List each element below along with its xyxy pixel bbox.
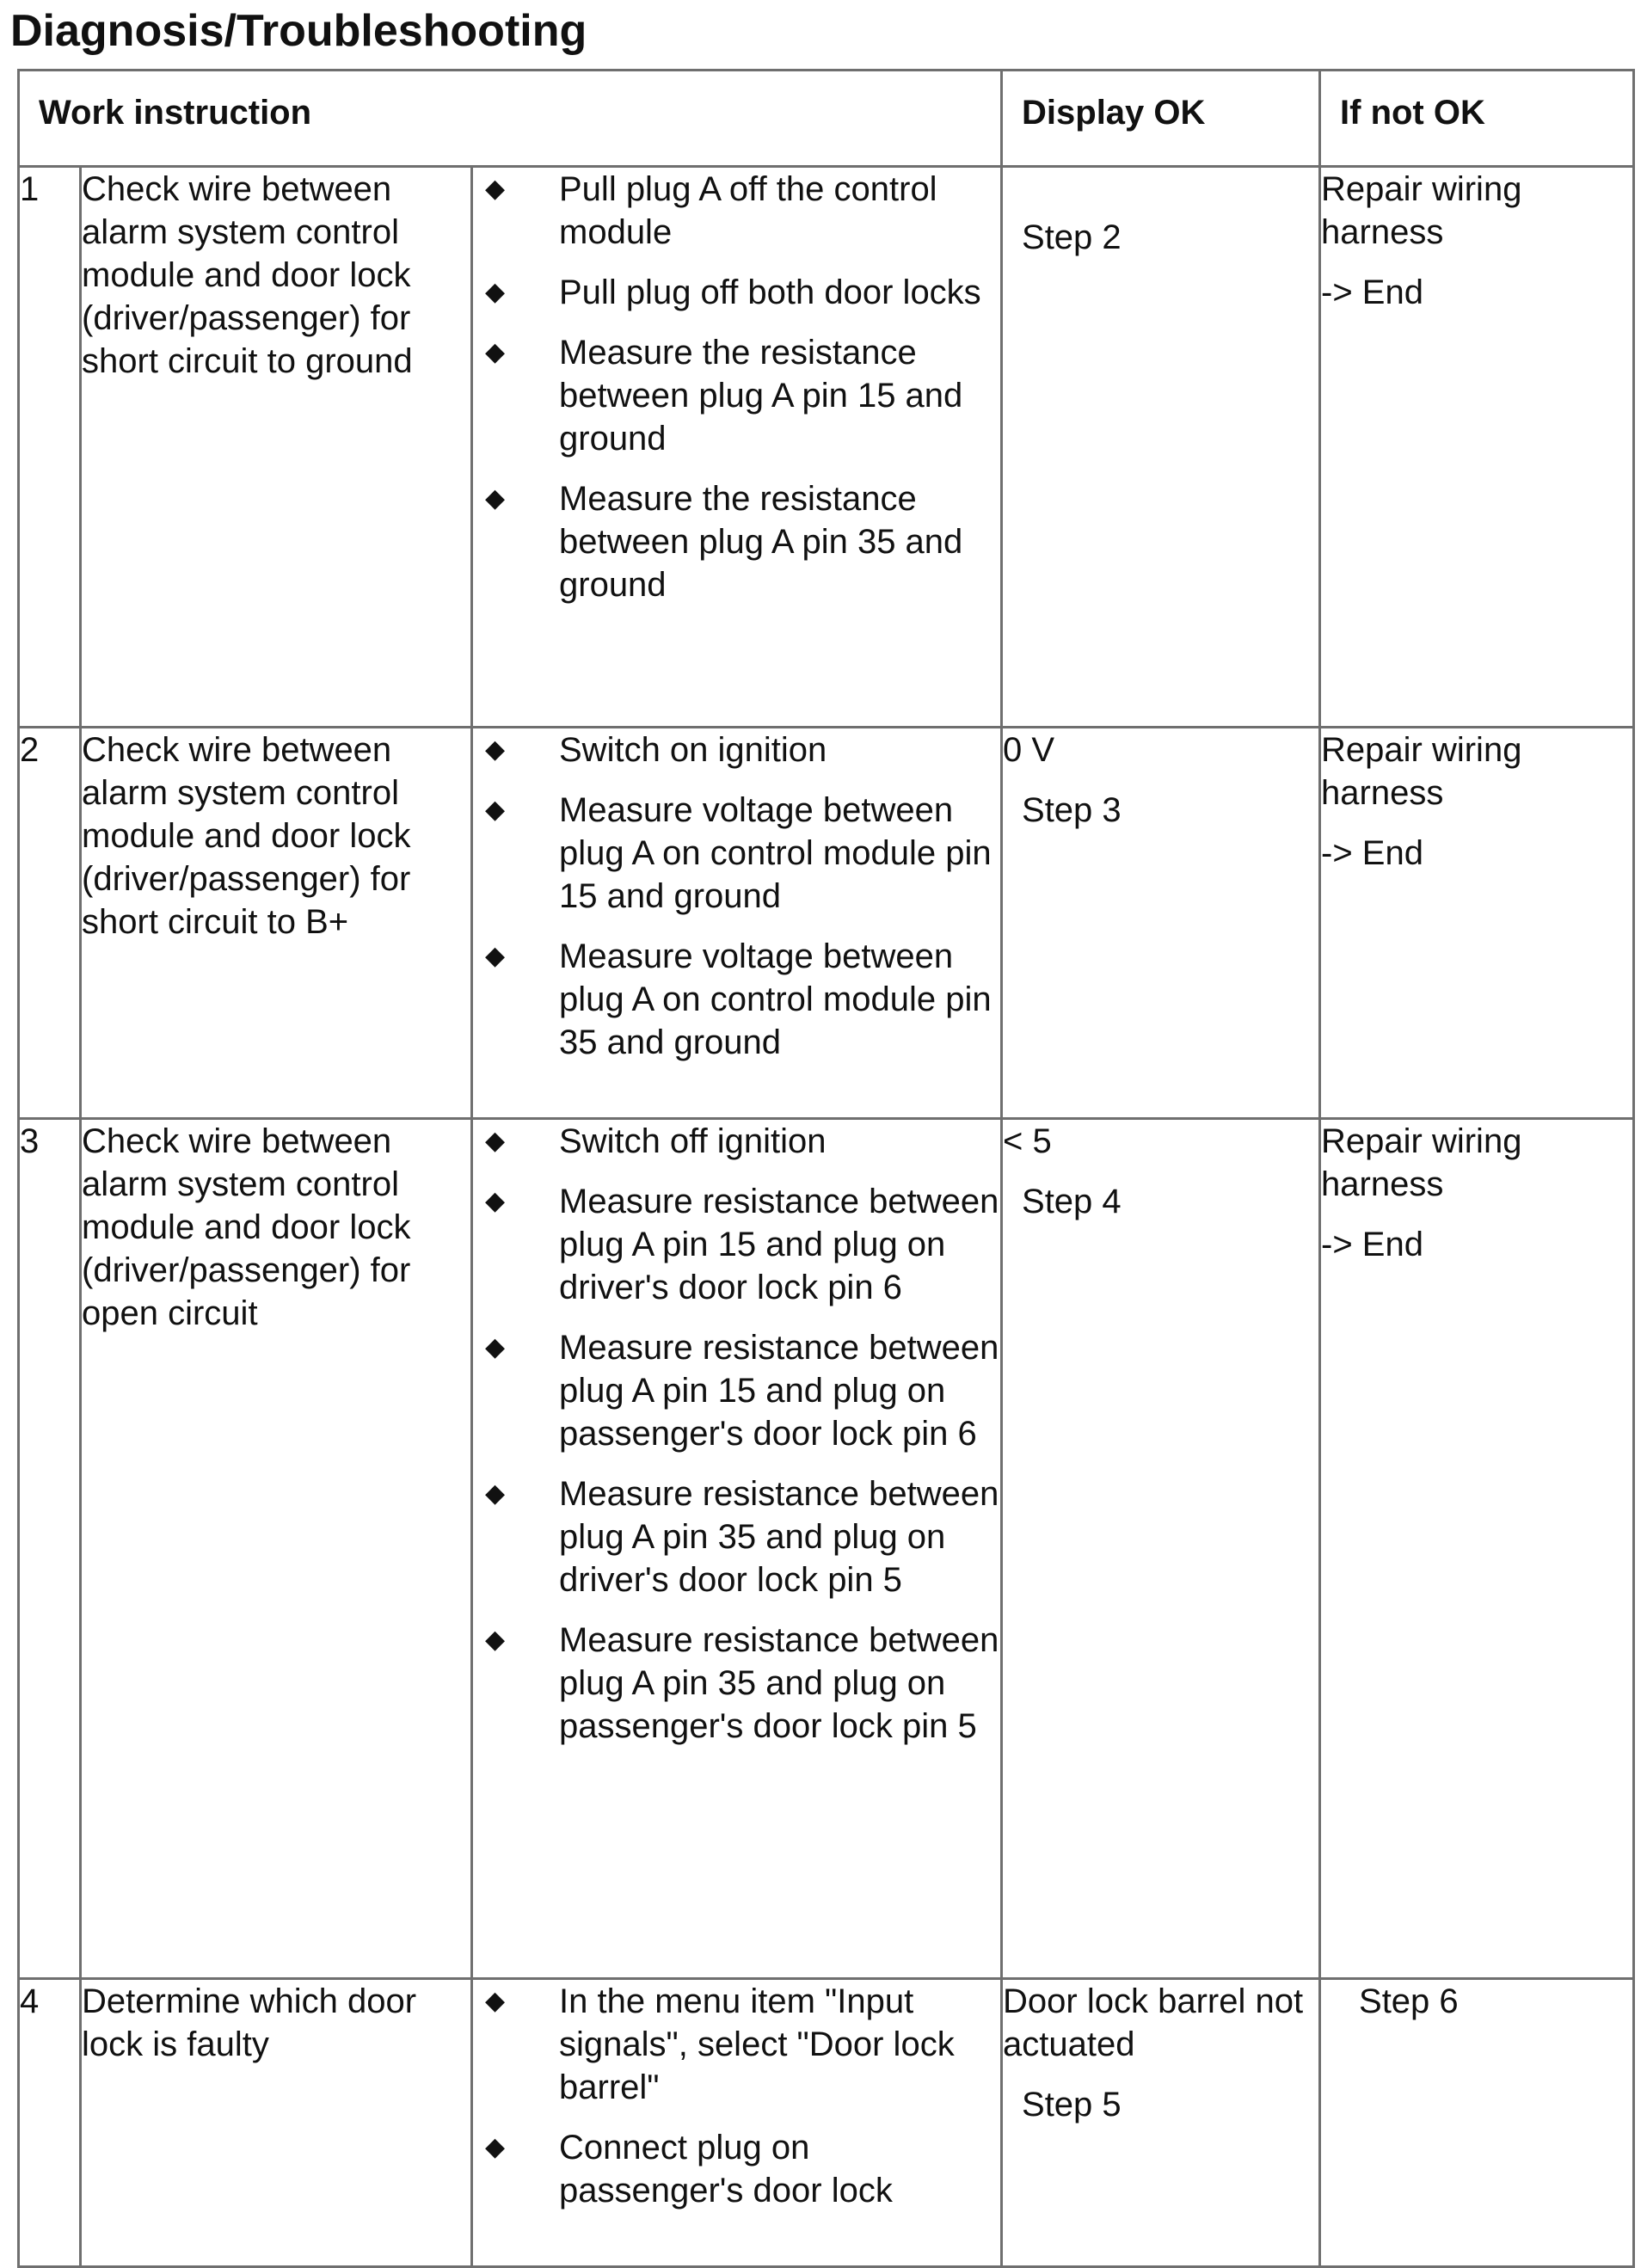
if-not-ok-action: Repair wiring harness [1321,170,1522,251]
if-not-ok-next: -> End [1321,274,1423,311]
step-task: Determine which door lock is faulty [81,1979,472,2267]
instruction-list [473,1980,1000,2212]
page-title: Diagnosis/Troubleshooting [10,6,587,56]
diamond-bullet-icon: ◆ [485,278,506,306]
diamond-bullet-icon: ◆ [485,1187,506,1215]
instruction-item: ◆ In the menu item "Input signals", select "Door lock barrel" [473,1980,1000,2109]
if-not-ok-cell [1320,728,1634,1119]
table-row [19,1119,1634,1979]
display-ok-value: Door lock barrel not actuated [1003,1982,1304,2063]
step-instructions [472,1119,1002,1979]
instruction-item: ◆ Measure voltage between plug A on control module pin 15 and ground [473,789,1000,918]
diamond-bullet-icon: ◆ [485,2133,506,2161]
step-task: Check wire between alarm system control module and door lock (driver/passenger) for short circuit to ground [81,167,472,728]
instruction-item: ◆ Measure resistance between plug A pin 35 and plug on passenger's door lock pin 5 [473,1619,1000,1748]
step-number: 3 [19,1119,81,1979]
table-row [19,1979,1634,2267]
step-instructions [472,1979,1002,2267]
instruction-item: ◆ Switch off ignition [473,1120,1000,1163]
display-ok-cell [1002,1119,1320,1979]
step-task: Check wire between alarm system control module and door lock (driver/passenger) for short circuit to B+ [81,728,472,1119]
if-not-ok-action: Step 6 [1359,1982,1459,2020]
if-not-ok-action: Repair wiring harness [1321,1122,1522,1203]
display-ok-step: Step 3 [1022,791,1122,829]
instruction-item: ◆ Measure voltage between plug A on control module pin 35 and ground [473,935,1000,1064]
if-not-ok-next: -> End [1321,834,1423,872]
display-ok-cell [1002,167,1320,728]
step-instructions [472,167,1002,728]
diamond-bullet-icon: ◆ [485,942,506,970]
diamond-bullet-icon: ◆ [485,1987,506,2015]
diamond-bullet-icon: ◆ [485,1626,506,1654]
step-number: 4 [19,1979,81,2267]
step-task: Check wire between alarm system control module and door lock (driver/passenger) for open circuit [81,1119,472,1979]
instruction-item: ◆ Measure the resistance between plug A pin 15 and ground [473,331,1000,460]
diamond-bullet-icon: ◆ [485,1479,506,1508]
diamond-bullet-icon: ◆ [485,796,506,824]
instruction-item: ◆ Measure the resistance between plug A pin 35 and ground [473,477,1000,606]
header-display-ok: Display OK [1002,71,1320,167]
diamond-bullet-icon: ◆ [485,484,506,513]
header-if-not-ok: If not OK [1320,71,1634,167]
if-not-ok-cell [1320,1119,1634,1979]
step-number: 2 [19,728,81,1119]
diamond-bullet-icon: ◆ [485,735,506,764]
header-work-instruction: Work instruction [19,71,1002,167]
display-ok-step: Step 4 [1022,1183,1122,1220]
instruction-item: ◆ Measure resistance between plug A pin 15 and plug on passenger's door lock pin 6 [473,1326,1000,1455]
instruction-list [473,1120,1000,1748]
display-ok-step: Step 2 [1022,218,1122,256]
diamond-bullet-icon: ◆ [485,338,506,366]
step-instructions [472,728,1002,1119]
display-ok-value: < 5 [1003,1122,1052,1160]
diamond-bullet-icon: ◆ [485,1127,506,1155]
if-not-ok-cell [1320,1979,1634,2267]
table-row [19,728,1634,1119]
if-not-ok-next: -> End [1321,1226,1423,1263]
instruction-item: ◆ Measure resistance between plug A pin 15 and plug on driver's door lock pin 6 [473,1180,1000,1309]
instruction-item: ◆ Connect plug on passenger's door lock [473,2126,1000,2212]
display-ok-step: Step 5 [1022,2086,1122,2124]
instruction-item: ◆ Measure resistance between plug A pin 35 and plug on driver's door lock pin 5 [473,1472,1000,1601]
table-header-row [19,71,1634,167]
display-ok-cell [1002,1979,1320,2267]
diagnosis-table [17,69,1635,2268]
instruction-item: ◆ Switch on ignition [473,728,1000,771]
if-not-ok-cell [1320,167,1634,728]
display-ok-value: 0 V [1003,731,1055,769]
instruction-item: ◆ Pull plug off both door locks [473,271,1000,314]
table-row [19,167,1634,728]
instruction-list [473,168,1000,606]
display-ok-cell [1002,728,1320,1119]
diamond-bullet-icon: ◆ [485,1333,506,1361]
instruction-item: ◆ Pull plug A off the control module [473,168,1000,254]
if-not-ok-action: Repair wiring harness [1321,731,1522,812]
instruction-list [473,728,1000,1064]
step-number: 1 [19,167,81,728]
diamond-bullet-icon: ◆ [485,175,506,203]
